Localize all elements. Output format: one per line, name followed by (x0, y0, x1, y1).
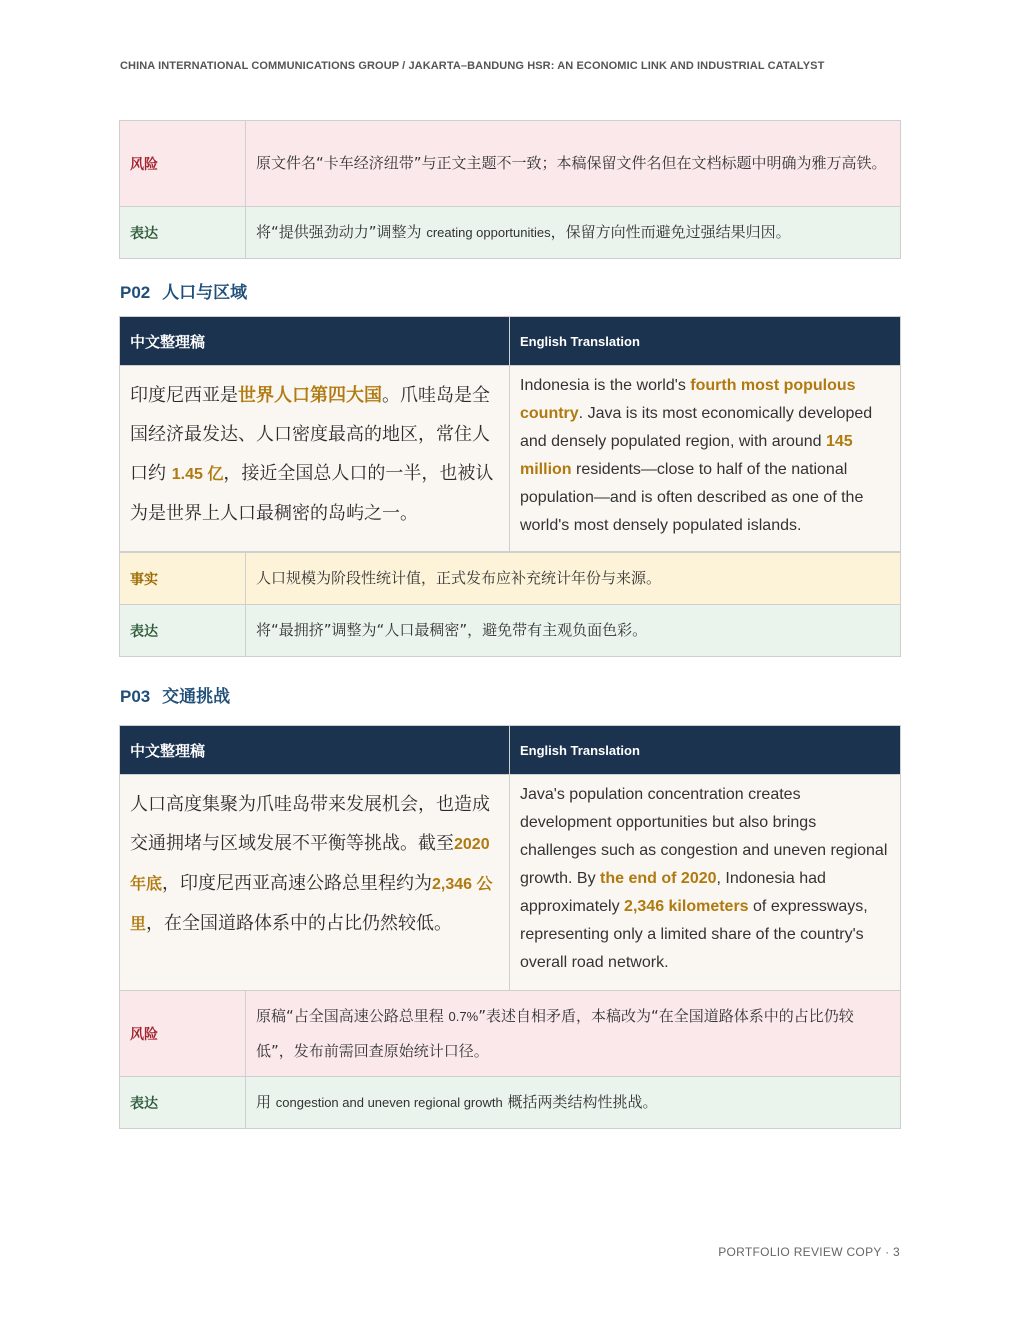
expression-note-row (120, 207, 901, 259)
section-title-text: 交通挑战 (162, 687, 231, 707)
expression-note-text: 将“最拥挤”调整为“人口最稠密”，避免带有主观负面色彩。 (246, 605, 901, 657)
risk-note-row (120, 121, 901, 207)
table-header-row (120, 726, 901, 775)
english-translation-header: English Translation (510, 726, 901, 775)
section-code: P02 (120, 283, 151, 302)
expression-note-text: 用 congestion and uneven regional growth 概括两类结构性挑战。 (246, 1077, 901, 1129)
table-header-row (120, 317, 901, 366)
chinese-text-cell: 印度尼西亚是世界人口第四大国。爪哇岛是全国经济最发达、人口密度最高的地区，常住人口约 1.45 亿，接近全国总人口的一半，也被认为是世界上人口最稠密的岛屿之一。 (120, 366, 510, 552)
expression-tag: 表达 (120, 207, 246, 259)
p02-notes-table (119, 552, 901, 657)
expression-note-text: 将“提供强劲动力”调整为 creating opportunities，保留方向性而避免过强结果归因。 (246, 207, 901, 259)
fact-tag: 事实 (120, 553, 246, 605)
fact-note-text: 人口规模为阶段性统计值，正式发布应补充统计年份与来源。 (246, 553, 901, 605)
page-footer: PORTFOLIO REVIEW COPY · 3 (718, 1245, 900, 1259)
section-code: P03 (120, 687, 151, 706)
p03-notes-table (119, 990, 901, 1129)
chinese-draft-header: 中文整理稿 (120, 726, 510, 775)
risk-tag: 风险 (120, 121, 246, 207)
expression-tag: 表达 (120, 605, 246, 657)
risk-note-row (120, 991, 901, 1077)
expression-tag: 表达 (120, 1077, 246, 1129)
section-title-p02 (120, 278, 247, 303)
english-text-cell: Java's population concentration creates development opportunities but also brings challenges such as congestion and uneven regional growth. By the end of 2020, Indonesia had approximately 2,346 kilometers of expressways, representing only a limited share of the country's overall road network. (510, 775, 901, 991)
section-title-p03 (120, 682, 230, 707)
english-text-cell: Indonesia is the world's fourth most populous country. Java is its most economically developed and densely populated region, with around 145 million residents—close to half of the national population—and is often described as one of the world's most densely populated islands. (510, 366, 901, 552)
p02-translation-table (119, 316, 901, 552)
expression-note-row (120, 605, 901, 657)
translation-row (120, 366, 901, 552)
section-title-text: 人口与区域 (162, 283, 248, 303)
expression-note-row (120, 1077, 901, 1129)
p03-translation-table (119, 725, 901, 991)
chinese-text-cell: 人口高度集聚为爪哇岛带来发展机会，也造成交通拥堵与区域发展不平衡等挑战。截至2020 年底，印度尼西亚高速公路总里程约为2,346 公里，在全国道路体系中的占比仍然较低。 (120, 775, 510, 991)
english-translation-header: English Translation (510, 317, 901, 366)
chinese-draft-header: 中文整理稿 (120, 317, 510, 366)
running-header: CHINA INTERNATIONAL COMMUNICATIONS GROUP / JAKARTA–BANDUNG HSR: AN ECONOMIC LINK AND INDUSTRIAL CATALYST (120, 60, 825, 72)
risk-tag: 风险 (120, 991, 246, 1077)
risk-note-text: 原稿“占全国高速公路总里程 0.7%”表述自相矛盾，本稿改为“在全国道路体系中的占比仍较低”，发布前需回查原始统计口径。 (246, 991, 901, 1077)
translation-row (120, 775, 901, 991)
p01-notes-table (119, 120, 901, 259)
risk-note-text: 原文件名“卡车经济纽带”与正文主题不一致；本稿保留文件名但在文档标题中明确为雅万高铁。 (246, 121, 901, 207)
fact-note-row (120, 553, 901, 605)
